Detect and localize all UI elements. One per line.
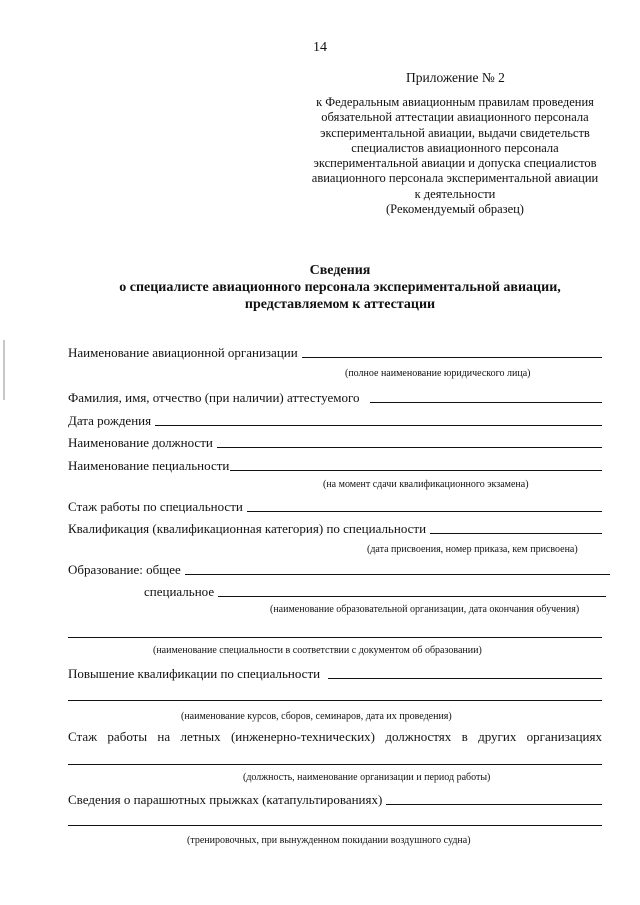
appendix-title: Приложение № 2: [406, 70, 505, 85]
parachute-jumps-row: [68, 792, 602, 808]
organization-row: [68, 345, 602, 361]
education-specialty-field[interactable]: [68, 637, 602, 638]
parachute-jumps-field[interactable]: [386, 803, 602, 805]
scan-edge-mark: [3, 340, 5, 400]
flight-experience-label: Стаж работы на летных (инженерно-технических) должностях в других организациях: [68, 729, 602, 744]
advanced-training-row: [68, 666, 602, 682]
page-number: 14: [313, 40, 327, 55]
title-line: о специалисте авиационного персонала экспериментальной авиации,: [119, 280, 561, 295]
education-specialty-hint: (наименование специальности в соответствии с документом об образовании): [153, 645, 482, 656]
experience-label: Стаж работы по специальности: [68, 499, 243, 514]
education-general-row: [68, 562, 602, 578]
appendix-reference-line: экспериментальной авиации, выдачи свидетельств: [320, 125, 590, 140]
organization-label: Наименование авиационной организации: [68, 345, 298, 360]
organization-field[interactable]: [302, 356, 602, 358]
document-title: [40, 262, 640, 313]
birth-date-field[interactable]: [155, 424, 602, 426]
position-row: [68, 435, 602, 451]
experience-field[interactable]: [247, 510, 602, 512]
flight-experience-field[interactable]: [68, 764, 602, 765]
position-field[interactable]: [217, 446, 602, 448]
organization-hint: (полное наименование юридического лица): [345, 368, 531, 379]
specialty-row: [68, 458, 602, 474]
appendix-reference-line: к Федеральным авиационным правилам проведения: [316, 95, 594, 109]
appendix-reference-line: экспериментальной авиации и допуска специалистов: [313, 156, 597, 171]
advanced-training-field[interactable]: [328, 677, 602, 679]
specialty-label: Наименование пециальности: [68, 458, 230, 473]
qualification-field[interactable]: [430, 532, 602, 534]
parachute-jumps-hint: (тренировочных, при вынужденном покидании воздушного судна): [187, 835, 471, 846]
birth-date-row: [68, 413, 602, 429]
appendix-reference-line: обязательной аттестации авиационного персонала: [321, 110, 589, 125]
specialty-field[interactable]: [230, 469, 602, 471]
advanced-training-hint: (наименование курсов, сборов, семинаров, дата их проведения): [181, 711, 452, 722]
parachute-jumps-label: Сведения о парашютных прыжках (катапультированиях): [68, 792, 383, 807]
sample-note: (Рекомендуемый образец): [386, 202, 524, 217]
education-general-field[interactable]: [185, 573, 610, 575]
flight-experience-hint: (должность, наименование организации и период работы): [243, 772, 491, 783]
appendix-reference: [300, 95, 610, 217]
experience-row: [68, 499, 602, 515]
education-special-hint: (наименование образовательной организации, дата окончания обучения): [270, 604, 580, 615]
education-special-field[interactable]: [218, 595, 606, 597]
parachute-jumps-field-continued[interactable]: [68, 825, 602, 826]
advanced-training-field-continued[interactable]: [68, 700, 602, 701]
specialty-hint: (на момент сдачи квалификационного экзамена): [323, 479, 529, 490]
qualification-label: Квалификация (квалификационная категория) по специальности: [68, 521, 427, 536]
birth-date-label: Дата рождения: [68, 413, 152, 428]
advanced-training-label: Повышение квалификации по специальности: [68, 666, 321, 681]
full-name-row: [68, 390, 602, 406]
education-special-label: специальное: [144, 584, 215, 599]
title-line: представляемом к аттестации: [244, 297, 436, 312]
full-name-label: Фамилия, имя, отчество (при наличии) аттестуемого: [68, 390, 360, 405]
title-line: Сведения: [309, 263, 371, 278]
full-name-field[interactable]: [370, 401, 602, 403]
appendix-reference-line: к деятельности: [414, 186, 496, 201]
education-general-label: Образование: общее: [68, 562, 181, 577]
education-special-row: [144, 584, 606, 600]
qualification-row: [68, 521, 602, 537]
appendix-reference-line: специалистов авиационного персонала: [351, 140, 559, 155]
qualification-hint: (дата присвоения, номер приказа, кем присвоена): [367, 544, 578, 555]
appendix-reference-line: авиационного персонала экспериментальной авиации: [311, 171, 599, 186]
position-label: Наименование должности: [68, 435, 213, 450]
